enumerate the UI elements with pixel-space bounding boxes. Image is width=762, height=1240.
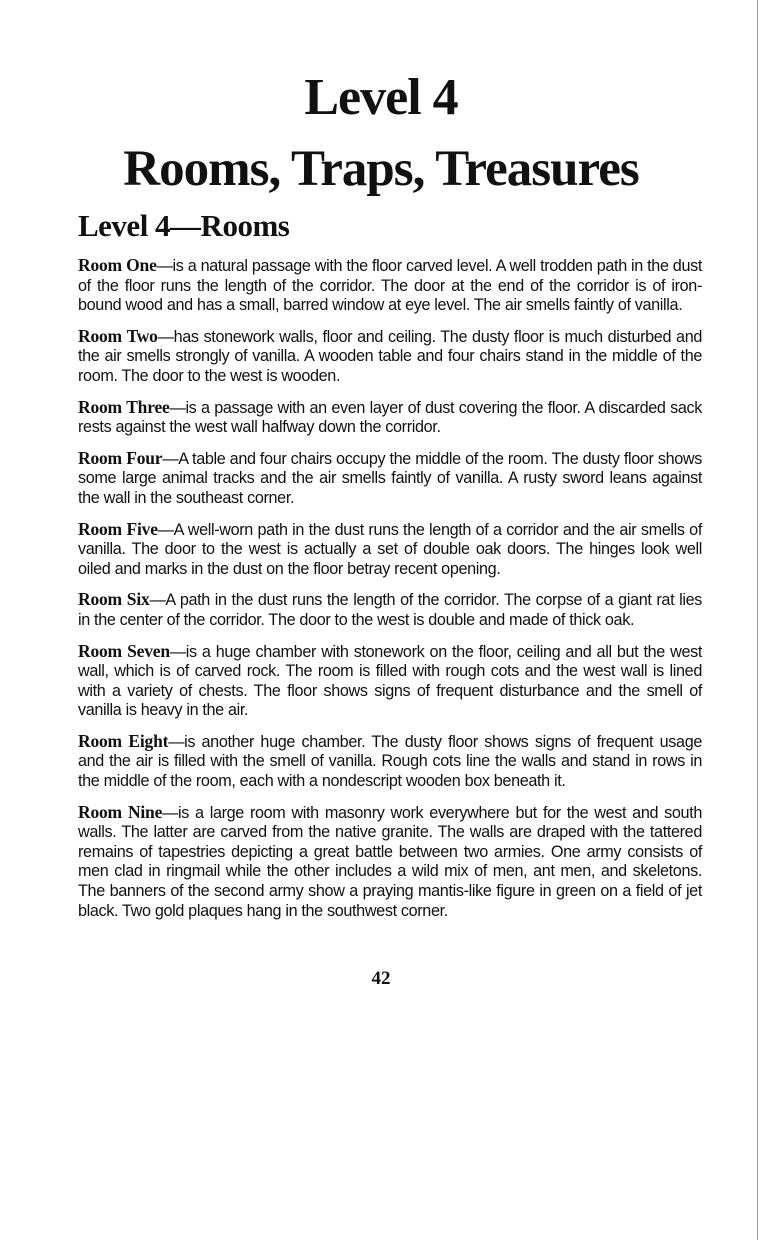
chapter-title-line-1: Level 4 [304, 69, 458, 126]
chapter-title [0, 62, 762, 204]
room-separator: — [162, 803, 179, 822]
room-description: A well-worn path in the dust runs the length of a corridor and the air smells of vanilla. The door to the west is actually a set of double oak doors. The hinges look well oiled and marks in the dust on the floor betray recent opening. [78, 520, 702, 578]
room-name: Room Seven [78, 640, 170, 661]
room-entry-7 [78, 642, 702, 721]
room-description: A path in the dust runs the length of the corridor. The corpse of a giant rat lies in the center of the corridor. The door to the west is double and made of thick oak. [78, 591, 702, 629]
room-separator: — [169, 398, 186, 417]
room-name: Room Five [78, 518, 158, 539]
room-name: Room Three [78, 396, 170, 417]
page-number: 42 [371, 968, 391, 989]
room-description: is another huge chamber. The dusty floor shows signs of frequent usage and the air is filled with the smell of vanilla. Rough cots line the walls and stand in rows in the middle of the room, each with a nondescript wooden box beneath it. [78, 732, 703, 791]
room-description: is a natural passage with the floor carved level. A well trodden path in the dust of the floor runs the length of the corridor. The door at the end of the corridor is of iron-bound wood and has a small, barred window at eye level. The air smells faintly of vanilla. [78, 257, 703, 315]
room-separator: — [169, 642, 186, 661]
room-name: Room Nine [78, 801, 163, 822]
room-entry-6 [78, 590, 702, 630]
room-entry-1 [78, 256, 702, 316]
page-edge-line [757, 0, 758, 1240]
room-description: A table and four chairs occupy the middle of the room. The dusty floor shows some large animal tracks and the air smells faintly of vanilla. A rusty sword leans against the wall in the southeast corner. [78, 449, 702, 507]
room-entry-8 [78, 732, 702, 792]
room-separator: — [157, 520, 174, 539]
room-separator: — [162, 449, 179, 468]
room-separator: — [157, 327, 174, 346]
room-separator: — [156, 257, 173, 275]
room-name: Room Four [78, 447, 163, 468]
room-description: is a large room with masonry work everywhere but for the west and south walls. The latter are carved from the native granite. The walls are draped with the tattered remains of tapestries depicting a great battle between two armies. One army consists of men clad in ringmail while the other includes a wild mix of men, ant men, and skeletons. The banners of the second army show a praying mantis-like figure in green on a field of jet black. Two gold plaques hang in the southwest corner. [78, 803, 702, 920]
room-description: is a huge chamber with stonework on the floor, ceiling and all but the west wall, which is of carved rock. The room is filled with rough cots and the west wall is lined with a variety of chests. The floor shows signs of frequent disturbance and the smell of vanilla is heavy in the air. [78, 642, 703, 720]
room-name: Room Six [78, 589, 150, 610]
section-heading: Level 4—Rooms [78, 208, 290, 243]
room-name: Room One [78, 255, 157, 275]
room-description: has stonework walls, floor and ceiling. The dusty floor is much disturbed and the air smells strongly of vanilla. A wooden table and four chairs stand in the middle of the room. The door to the west is wooden. [78, 327, 702, 385]
room-name: Room Two [78, 325, 158, 346]
room-name: Room Eight [78, 730, 169, 751]
room-description: is a passage with an even layer of dust covering the floor. A discarded sack rests against the west wall halfway down the corridor. [78, 398, 702, 437]
room-entry-5 [78, 520, 702, 580]
room-separator: — [168, 732, 185, 751]
room-separator: — [149, 591, 166, 610]
room-entry-2 [78, 327, 702, 387]
room-entry-4 [78, 449, 702, 509]
room-entry-3 [78, 398, 702, 438]
room-list [78, 256, 702, 932]
chapter-title-line-2: Rooms, Traps, Treasures [123, 141, 639, 197]
room-entry-9 [78, 803, 702, 922]
